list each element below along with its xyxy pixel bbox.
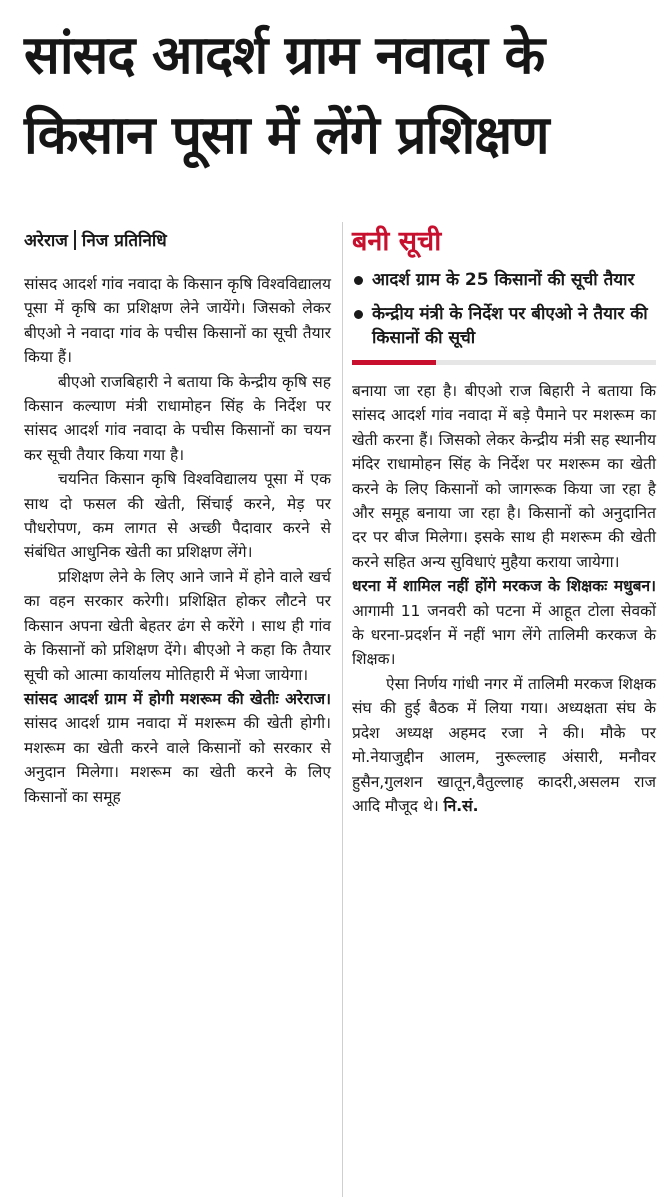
- dateline-separator: [74, 230, 76, 250]
- sidebar-box-title: बनी सूची: [352, 226, 442, 257]
- paragraph-6: बनाया जा रहा है। बीएओ राज बिहारी ने बताया कि सांसद आदर्श गांव नवादा में बड़े पैमाने पर मशरूम का खेती करना हैं। जिसको लेकर केन्द्रीय मंत्री सह स्थानीय मंदिर राधामोहन सिंह के निर्देश पर मशरूम का खेती करने के लिए किसानों को जागरूक किया जा रहा है और समूह बनाया जा रहा है। किसानों को अनुदानित दर पर बीज मिलेगा। इसके साथ ही मशरूम की खेती करने सहित अन्य सुविधाएं मुहैया कराया जायेगा।: [352, 382, 656, 571]
- headline: [24, 0, 656, 176]
- paragraph-7-text: आगामी 11 जनवरी को पटना में आहूत टोला सेवकों के धरना-प्रदर्शन में नहीं भाग लेंगे तालिमी करकज के शिक्षक।: [352, 601, 656, 669]
- dateline: [24, 222, 331, 272]
- subhead-dharna: धरना में शामिल नहीं होंगे मरकज के शिक्षकः मधुबन।: [352, 577, 656, 596]
- signoff: नि.सं.: [443, 796, 479, 815]
- paragraph-2: बीएओ राजबिहारी ने बताया कि केन्द्रीय कृषि सह किसान कल्याण मंत्री राधामोहन सिंह के निर्देश पर सांसद आदर्श गांव नवादा के पचीस किसानों का चयन कर सूची तैयार किया गया है।: [24, 372, 331, 464]
- bullet-item: [352, 268, 656, 292]
- article-body: [24, 222, 656, 1197]
- paragraph-1: सांसद आदर्श गांव नवादा के किसान कृषि विश्वविद्यालय पूसा में कृषि का प्रशिक्षण लेने जायेंगे। जिसको लेकर बीएओ ने नवादा गांव के पचीस किसानों का सूची तैयार किया हैं।: [24, 275, 331, 367]
- right-column: [352, 222, 656, 818]
- sidebar-box: [352, 222, 656, 365]
- paragraph-7: [352, 574, 656, 672]
- headline-line-2: किसान पूसा में लेंगे प्रशिक्षण: [24, 105, 549, 166]
- bullet-text: केन्द्रीय मंत्री के निर्देश पर बीएओ ने तैयार की किसानों की सूची: [372, 304, 648, 348]
- column-divider: [342, 222, 343, 1197]
- bullet-text: आदर्श ग्राम के 25 किसानों की सूची तैयार: [372, 270, 635, 290]
- dateline-reporter: निज प्रतिनिधि: [81, 231, 167, 251]
- left-column: [24, 222, 331, 809]
- paragraph-8: [352, 672, 656, 818]
- paragraph-5-text: सांसद आदर्श ग्राम नवादा में मशरूम की खेती होगी। मशरूम का खेती करने वाले किसानों को सरकार से अनुदान मिलेगा। मशरूम का खेती करने के लिए किसानों का समूह: [24, 714, 331, 806]
- bullet-dot-icon: [354, 276, 363, 285]
- sidebar-bullets: [352, 268, 656, 350]
- bullet-item: [352, 302, 656, 350]
- subhead-mushroom: सांसद आदर्श ग्राम में होगी मशरूम की खेतीः अरेराज।: [24, 689, 331, 708]
- bullet-dot-icon: [354, 310, 363, 319]
- headline-line-1: सांसद आदर्श ग्राम नवादा के: [24, 25, 545, 86]
- paragraph-3: चयनित किसान कृषि विश्वविद्यालय पूसा में एक साथ दो फसल की खेती, सिंचाई करने, मेड़ पर पौधरोपण, कम लागत से अच्छी पैदावार करने से संबंधित आधुनिक खेती का प्रशिक्षण लेंगे।: [24, 470, 331, 562]
- paragraph-8-text: ऐसा निर्णय गांधी नगर में तालिमी मरकज शिक्षक संघ की हुई बैठक में लिया गया। अध्यक्षता संघ के प्रदेश अध्यक्ष अहमद रजा ने की। मौके पर मो.नेयाजुद्दीन आलम, नुरूल्लाह अंसारी, मनौवर हुसैन,गुलशन खातून,वैतुल्लाह कादरी,असलम राज आदि मौजूद थे।: [352, 674, 656, 815]
- paragraph-4: प्रशिक्षण लेने के लिए आने जाने में होने वाले खर्च का वहन सरकार करेगी। प्रशिक्षित होकर लौटने पर किसान अपना खेती बेहतर ढंग से करेंगे । साथ ही गांव के किसानों को प्रशिक्षण देंगे। बीएओ ने कहा कि तैयार सूची को आत्मा कार्यालय मोतिहारी में भेजा जायेगा।: [24, 567, 331, 684]
- sidebar-rule: [352, 360, 656, 365]
- sidebar-rule-accent: [352, 360, 436, 365]
- dateline-place: अरेराज: [24, 231, 68, 251]
- paragraph-5: [24, 687, 331, 809]
